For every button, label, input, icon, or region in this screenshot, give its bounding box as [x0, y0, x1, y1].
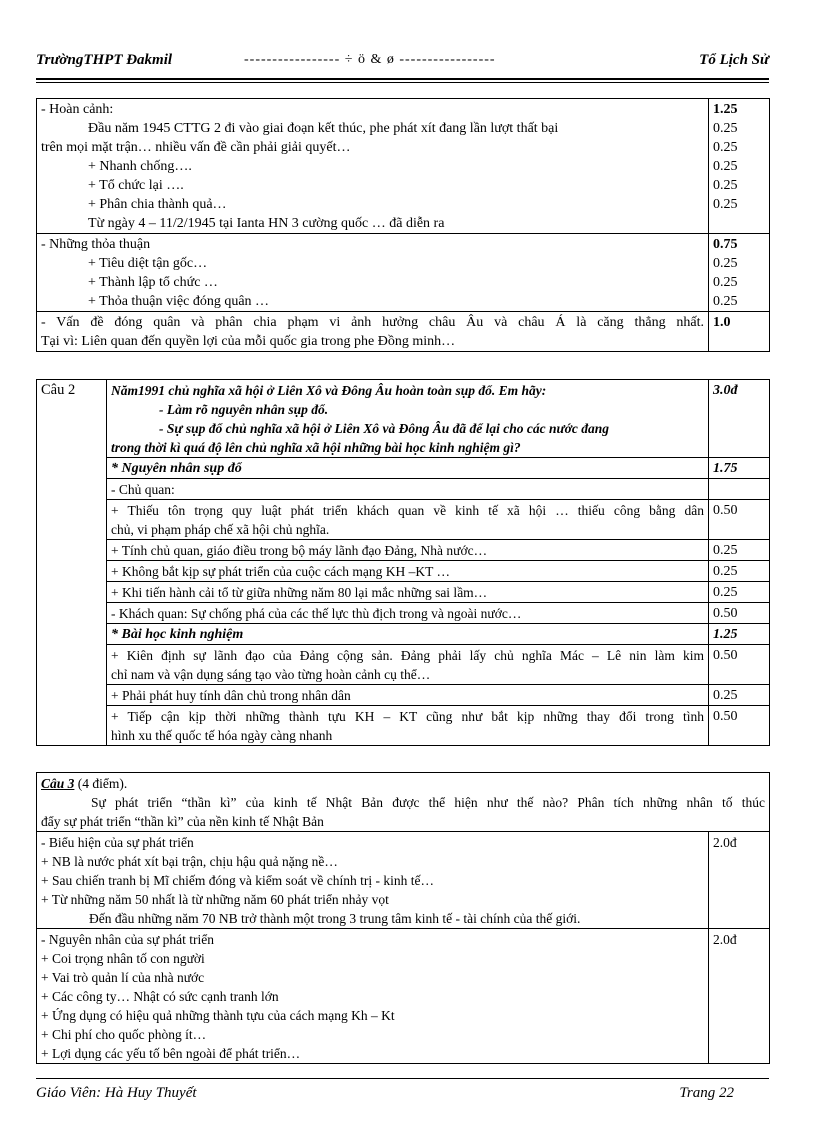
list-item: + Tổ chức lại …. [88, 178, 184, 193]
department-name: Tổ Lịch Sử [699, 52, 769, 68]
list-item: + Chi phí cho quốc phòng ít… [41, 1027, 207, 1042]
section-heading: - Nguyên nhân của sự phát triển [41, 932, 215, 947]
score: 0.75 [713, 237, 738, 252]
table-row [37, 706, 770, 746]
score: 1.0 [713, 315, 731, 330]
score: 0.50 [709, 706, 770, 746]
table-row [37, 645, 770, 685]
teacher-name: Giáo Viên: Hà Huy Thuyết [36, 1085, 197, 1101]
score: 0.25 [713, 178, 738, 193]
score: 0.25 [713, 159, 738, 174]
list-item: - Hoàn cảnh: [41, 102, 114, 117]
list-item: + Thành lập tổ chức … [88, 275, 218, 290]
header-rule [36, 78, 769, 83]
score: 0.50 [709, 500, 770, 540]
page-number: Trang 22 [679, 1085, 734, 1101]
score: 0.25 [713, 140, 738, 155]
table-row [37, 500, 770, 540]
question-label: Câu 2 [37, 380, 107, 746]
list-item: Đầu năm 1945 CTTG 2 đi vào giai đoạn kết thúc, phe phát xít đang lần lượt thất bại [88, 121, 559, 136]
table-row [37, 582, 770, 603]
table-row [37, 832, 770, 929]
question-label: Câu 3 [41, 776, 75, 791]
table-row [37, 312, 770, 352]
score: 0.25 [713, 294, 738, 309]
score: 2.0đ [709, 832, 770, 929]
list-item: + Thiếu tôn trọng quy luật phát triển khách quan về kinh tế xã hội … thiếu công bằng dân [111, 503, 704, 518]
question-text: Sự phát triển “thần kì” của kinh tế Nhật Bản được thể hiện như thế nào? Phân tích những nhân tố thúc [91, 795, 765, 810]
score: 0.25 [709, 540, 770, 561]
question-text: đẩy sự phát triển “thần kì” của nền kinh tế Nhật Bản [41, 814, 324, 829]
score: 3.0đ [709, 380, 770, 458]
question-points: (4 điểm). [74, 776, 128, 791]
list-item: + Lợi dụng các yếu tố bên ngoài để phát triển… [41, 1046, 301, 1061]
list-item: + Từ những năm 50 nhất là từ những năm 60 phát triển nhảy vọt [41, 892, 389, 907]
list-item: - Những thỏa thuận [41, 237, 151, 252]
table-row [37, 603, 770, 624]
score: 0.50 [709, 603, 770, 624]
list-item: + Thỏa thuận việc đóng quân … [88, 294, 270, 309]
table-row [37, 234, 770, 312]
question-text: - Sự sụp đổ chủ nghĩa xã hội ở Liên Xô và Đông Âu đã để lại cho các nước đang [159, 421, 609, 436]
score: 0.25 [713, 256, 738, 271]
score: 1.75 [709, 458, 770, 479]
question-text: trong thời kì quá độ lên chủ nghĩa xã hội những bài học kinh nghiệm gì? [111, 440, 521, 455]
answer-table-cau3 [36, 772, 770, 1064]
header-ornament: ----------------- ÷ ö & ø ----------------- [244, 52, 496, 67]
list-item: + Kiên định sự lãnh đạo của Đảng cộng sản. Đảng phải lấy chủ nghĩa Mác – Lê nin làm kim [111, 648, 704, 663]
table-row [37, 561, 770, 582]
list-item: chỉ nam và vận dụng sáng tạo vào từng hoàn cảnh cụ thể… [111, 667, 431, 682]
list-item: + Tiếp cận kịp thời những thành tựu KH – KT cũng như bắt kịp những thay đổi trong tình [111, 709, 704, 724]
score: 0.25 [709, 582, 770, 603]
list-item: + Sau chiến tranh bị Mĩ chiếm đóng và kiểm soát về chính trị - kinh tế… [41, 873, 435, 888]
table-row [37, 380, 770, 458]
list-item: Từ ngày 4 – 11/2/1945 tại Ianta HN 3 cường quốc … đã diễn ra [88, 216, 445, 231]
list-item: Đến đầu những năm 70 NB trở thành một trong 3 trung tâm kinh tế - tài chính của thế giới. [89, 911, 581, 926]
score: 0.50 [709, 645, 770, 685]
list-item: + Tính chủ quan, giáo điều trong bộ máy lãnh đạo Đảng, Nhà nước… [111, 543, 488, 558]
score: 0.25 [713, 121, 738, 136]
list-item: Tại vì: Liên quan đến quyền lợi của mỗi quốc gia trong phe Đồng minh… [41, 334, 456, 349]
list-item: + Ứng dụng có hiệu quả những thành tựu của cách mạng Kh – Kt [41, 1008, 395, 1023]
list-item: chủ, vi phạm pháp chế xã hội chủ nghĩa. [111, 522, 330, 537]
list-item: + Tiêu diệt tận gốc… [88, 256, 208, 271]
table-row [37, 773, 770, 832]
table-row [37, 99, 770, 234]
list-item: - Khách quan: Sự chống phá của các thế lực thù địch trong và ngoài nước… [111, 606, 522, 621]
score: 0.25 [713, 275, 738, 290]
list-item: + Vai trò quản lí của nhà nước [41, 970, 205, 985]
footer-rule [36, 1078, 769, 1079]
table-row [37, 540, 770, 561]
score: 1.25 [709, 624, 770, 645]
list-item: - Chủ quan: [111, 482, 175, 497]
list-item: + Khi tiến hành cải tổ từ giữa những năm 80 lại mắc những sai lầm… [111, 585, 488, 600]
score: 1.25 [713, 102, 738, 117]
section-heading: * Bài học kinh nghiệm [111, 627, 244, 642]
table-row [37, 929, 770, 1064]
answer-table-cau2 [36, 379, 770, 746]
list-item: + Coi trọng nhân tố con người [41, 951, 205, 966]
score: 0.25 [709, 685, 770, 706]
section-heading: * Nguyên nhân sụp đổ [111, 461, 242, 476]
question-text: Năm1991 chủ nghĩa xã hội ở Liên Xô và Đông Âu hoàn toàn sụp đổ. Em hãy: [111, 383, 547, 398]
school-name: TrườngTHPT Đakmil [36, 52, 173, 68]
score: 2.0đ [709, 929, 770, 1064]
list-item: + Phải phát huy tính dân chủ trong nhân dân [111, 688, 351, 703]
table-row [37, 479, 770, 500]
question-text: - Làm rõ nguyên nhân sụp đổ. [159, 402, 329, 417]
score: 0.25 [709, 561, 770, 582]
table-row [37, 685, 770, 706]
list-item: trên mọi mặt trận… nhiều vấn đề cần phải giải quyết… [41, 140, 351, 155]
table-row [37, 624, 770, 645]
score [709, 479, 770, 500]
list-item: + NB là nước phát xít bại trận, chịu hậu quả nặng nề… [41, 854, 338, 869]
answer-table-1 [36, 98, 770, 352]
list-item: + Các công ty… Nhật có sức cạnh tranh lớn [41, 989, 279, 1004]
list-item: + Phân chia thành quả… [88, 197, 227, 212]
list-item: + Không bắt kịp sự phát triển của cuộc cách mạng KH –KT … [111, 564, 450, 579]
list-item: - Vấn đề đóng quân và phân chia phạm vi ảnh hưởng châu Âu và châu Á là căng thẳng nhất. [41, 315, 704, 330]
table-row [37, 458, 770, 479]
list-item: + Nhanh chống…. [88, 159, 192, 174]
list-item: hình xu thế quốc tế hóa ngày càng nhanh [111, 728, 333, 743]
score: 0.25 [713, 197, 738, 212]
section-heading: - Biểu hiện của sự phát triển [41, 835, 194, 850]
